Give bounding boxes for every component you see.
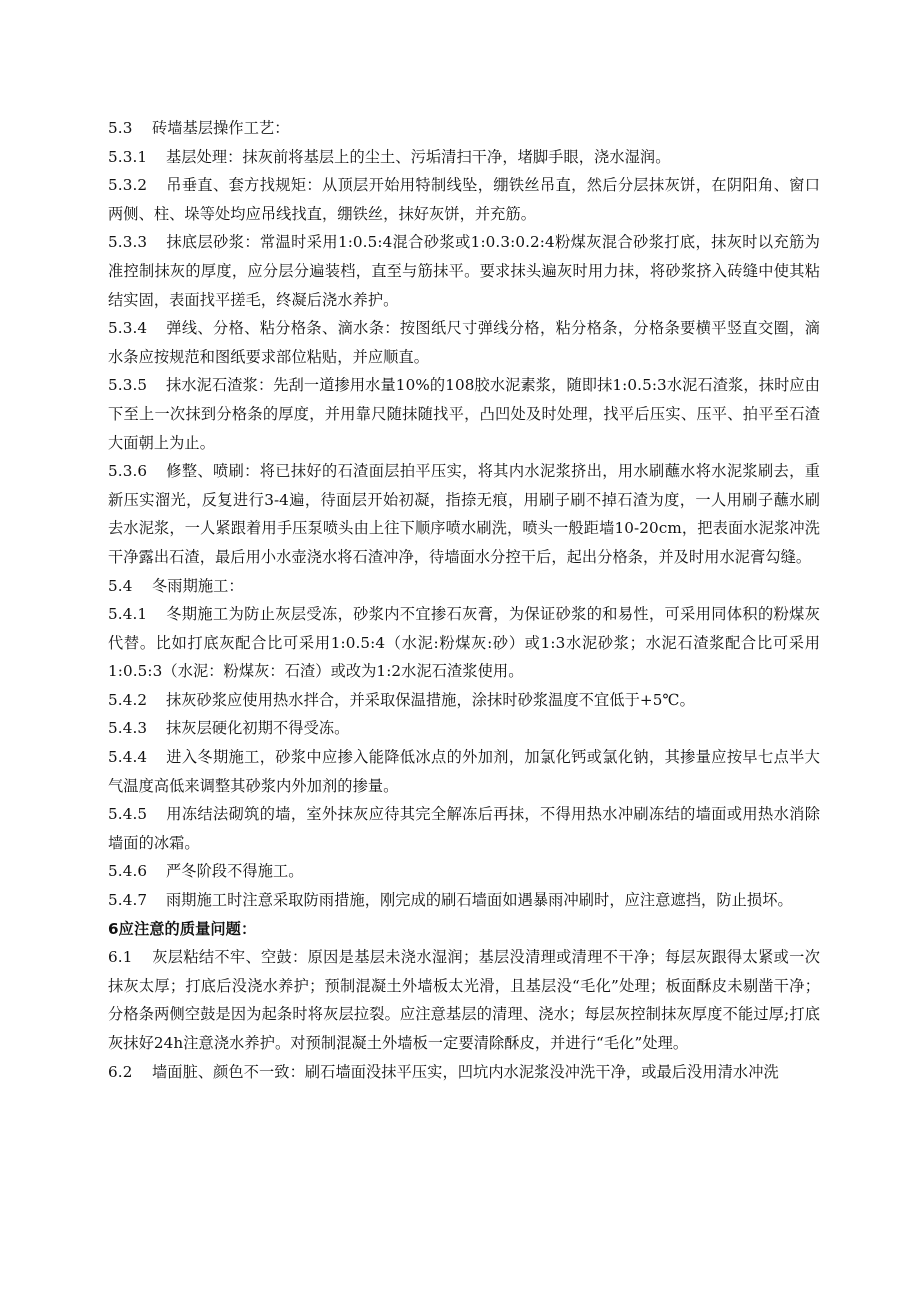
section-5-3-heading (108, 114, 820, 143)
section-number: 5.3 (108, 119, 133, 137)
paragraph-text: 吊垂直、套方找规矩：从顶层开始用特制线坠，绷铁丝吊直，然后分层抹灰饼，在阴阳角、窗口两侧、柱、垛等处均应吊线找直，绷铁丝，抹好灰饼，并充筋。 (108, 176, 820, 223)
section-number: 5.4.6 (108, 862, 148, 881)
paragraph-text: 抹水泥石渣浆：先刮一道掺用水量10%的108胶水泥素浆，随即抹1:0.5:3水泥石渣浆，抹时应由下至上一次抹到分格条的厚度，并用靠尺随抹随找平，凸凹处及时处理，找平后压实、压平、拍平至石渣大面朝上为止。 (108, 376, 820, 452)
section-5-4-heading (108, 572, 820, 601)
paragraph-5-4-2 (108, 686, 820, 715)
section-number: 5.3.3 (108, 233, 148, 252)
section-number: 5.4.3 (108, 719, 148, 738)
paragraph-5-3-4 (108, 314, 820, 371)
section-6-heading (108, 915, 820, 944)
paragraph-text: 抹灰砂浆应使用热水拌合，并采取保温措施，涂抹时砂浆温度不宜低于+5℃。 (166, 690, 695, 709)
paragraph-text: 严冬阶段不得施工。 (166, 862, 304, 881)
section-number: 5.4.7 (108, 891, 148, 910)
paragraph-5-4-5 (108, 800, 820, 857)
paragraph-6-2 (108, 1058, 820, 1087)
paragraph-text: 用冻结法砌筑的墙，室外抹灰应待其完全解冻后再抹，不得用热水冲刷冻结的墙面或用热水消除墙面的冰霜。 (108, 805, 820, 852)
paragraph-text: 雨期施工时注意采取防雨措施，刚完成的刷石墙面如遇暴雨冲刷时，应注意遮挡，防止损坏。 (166, 891, 793, 910)
paragraph-5-3-6 (108, 457, 820, 571)
paragraph-text: 进入冬期施工，砂浆中应掺入能降低冰点的外加剂，加氯化钙或氯化钠，其掺量应按早七点半大气温度高低来调整其砂浆内外加剂的掺量。 (108, 748, 820, 795)
paragraph-text: 墙面脏、颜色不一致：刷石墙面没抹平压实，凹坑内水泥浆没冲洗干净，或最后没用清水冲洗 (152, 1062, 779, 1081)
paragraph-5-4-3 (108, 714, 820, 743)
paragraph-text: 抹底层砂浆：常温时采用1:0.5:4混合砂浆或1:0.3:0.2:4粉煤灰混合砂浆打底，抹灰时以充筋为准控制抹灰的厚度，应分层分遍装档，直至与筋抹平。要求抹头遍灰时用力抹，将砂浆挤入砖缝中使其粘结实固，表面找平搓毛，终凝后浇水养护。 (108, 233, 820, 309)
section-number: 5.3.4 (108, 319, 148, 338)
paragraph-5-3-3 (108, 228, 820, 314)
section-number: 6.1 (108, 948, 133, 967)
section-number: 5.4.5 (108, 805, 148, 824)
paragraph-text: 灰层粘结不牢、空鼓：原因是基层未浇水湿润；基层没清理或清理不干净；每层灰跟得太紧或一次抹灰太厚；打底后没浇水养护；预制混凝土外墙板太光滑，且基层没“毛化”处理；板面酥皮未剔凿干净；分格条两侧空鼓是因为起条时将灰层拉裂。应注意基层的清理、浇水；每层灰控制抹灰厚度不能过厚;打底灰抹好24h注意浇水养护。对预制混凝土外墙板一定要清除酥皮，并进行“毛化”处理。 (108, 948, 820, 1052)
paragraph-5-4-6 (108, 857, 820, 886)
paragraph-5-3-1 (108, 143, 820, 172)
document-body (108, 114, 820, 1086)
section-number: 5.4 (108, 576, 133, 595)
paragraph-text: 基层处理：抹灰前将基层上的尘土、污垢清扫干净，堵脚手眼，浇水湿润。 (166, 147, 671, 166)
section-number: 5.4.1 (108, 605, 148, 624)
paragraph-5-3-2 (108, 171, 820, 228)
section-number: 6.2 (108, 1062, 133, 1081)
paragraph-5-4-4 (108, 743, 820, 800)
paragraph-text: 冬雨期施工： (152, 576, 244, 595)
paragraph-text: 抹灰层硬化初期不得受冻。 (166, 719, 350, 738)
section-number: 5.3.1 (108, 147, 148, 166)
section-number: 5.3.5 (108, 376, 148, 395)
section-number: 5.3.6 (108, 462, 148, 481)
paragraph-text: 6应注意的质量问题： (108, 919, 257, 938)
paragraph-text: 冬期施工为防止灰层受冻，砂浆内不宜掺石灰膏，为保证砂浆的和易性，可采用同体积的粉煤灰代替。比如打底灰配合比可采用1:0.5:4（水泥:粉煤灰:砂）或1:3水泥砂浆；水泥石渣浆配合比可采用1:0.5:3（水泥：粉煤灰：石渣）或改为1:2水泥石渣浆使用。 (108, 605, 820, 681)
paragraph-text: 弹线、分格、粘分格条、滴水条：按图纸尺寸弹线分格，粘分格条，分格条要横平竖直交圈，滴水条应按规范和图纸要求部位粘贴，并应顺直。 (108, 319, 820, 366)
paragraph-5-4-1 (108, 600, 820, 686)
paragraph-6-1 (108, 943, 820, 1057)
paragraph-text: 砖墙基层操作工艺： (152, 119, 290, 137)
section-number: 5.4.2 (108, 690, 148, 709)
paragraph-5-3-5 (108, 371, 820, 457)
section-number: 5.4.4 (108, 748, 148, 767)
paragraph-5-4-7 (108, 886, 820, 915)
section-number: 5.3.2 (108, 176, 148, 195)
paragraph-text: 修整、喷刷：将已抹好的石渣面层拍平压实，将其内水泥浆挤出，用水刷蘸水将水泥浆刷去，重新压实溜光，反复进行3-4遍，待面层开始初凝，指捺无痕，用刷子刷不掉石渣为度，一人用刷子蘸水刷去水泥浆，一人紧跟着用手压泵喷头由上往下顺序喷水刷洗，喷头一般距墙10-20cm，把表面水泥浆冲洗干净露出石渣，最后用小水壶浇水将石渣冲净，待墙面水分控干后，起出分格条，并及时用水泥膏勾缝。 (108, 462, 820, 566)
